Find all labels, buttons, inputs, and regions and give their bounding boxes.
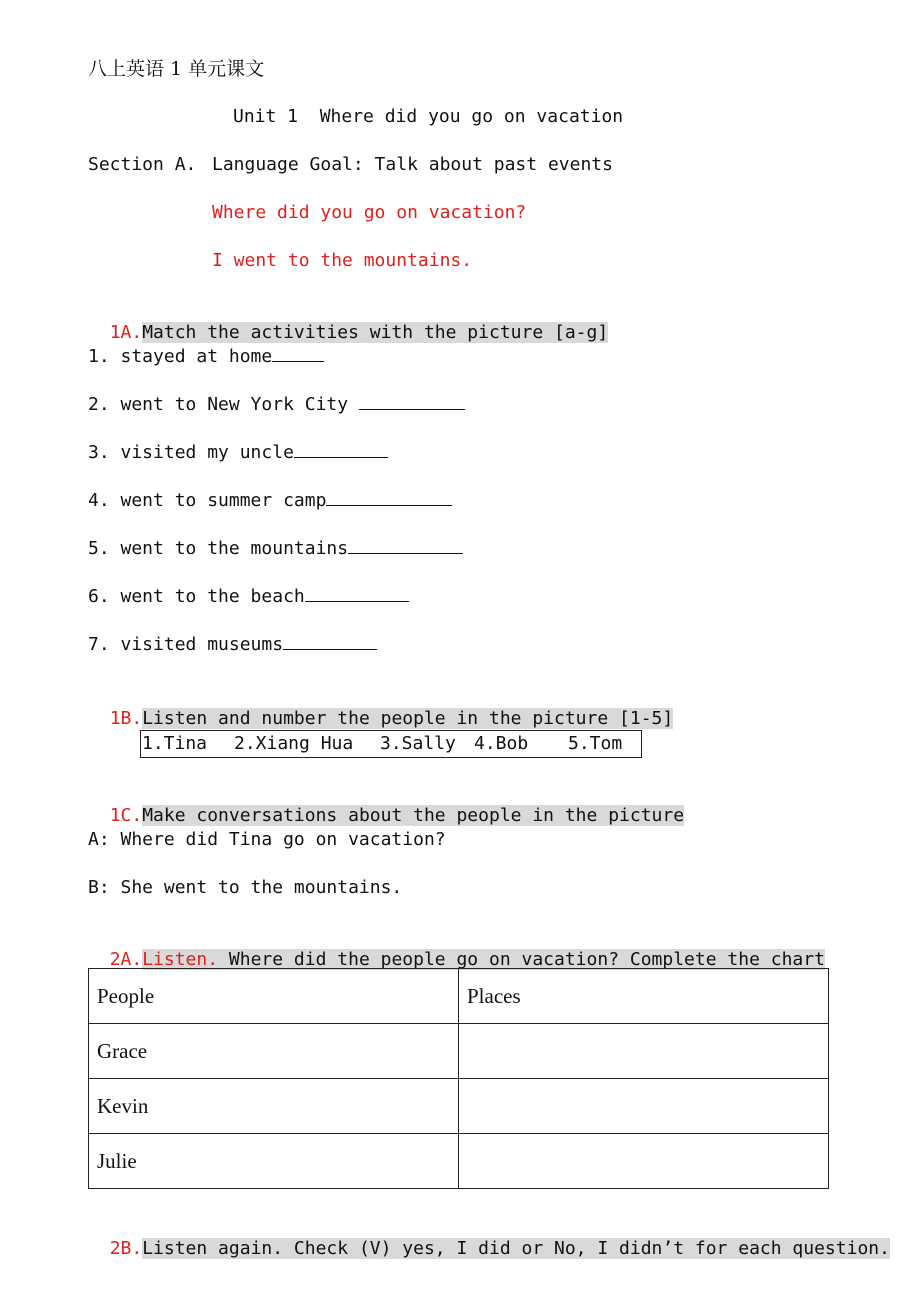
answer-blank[interactable]: [305, 585, 409, 602]
exercise-number: 2A.: [109, 949, 143, 970]
item-text: 3. visited my uncle: [88, 442, 294, 463]
exercise-number: 1B.: [109, 708, 143, 729]
people-box: [140, 730, 642, 758]
example-answer: I went to the mountains.: [212, 250, 473, 271]
place-cell[interactable]: [459, 1024, 829, 1079]
person-label: 1.Tina: [142, 733, 208, 754]
person-label: 4.Bob: [474, 733, 529, 754]
list-item: [88, 585, 409, 609]
table-row: [89, 1134, 829, 1189]
conversation-line-b: B: She went to the mountains.: [88, 877, 403, 898]
exercise-instruction: Where did the people go on vacation? Complete the chart: [218, 949, 825, 970]
answer-blank[interactable]: [272, 345, 324, 362]
exercise-number: 2B.: [109, 1238, 143, 1259]
section-label: Section A.: [88, 154, 197, 175]
people-places-chart: [88, 968, 829, 1189]
answer-blank[interactable]: [283, 633, 377, 650]
example-question: Where did you go on vacation?: [212, 202, 527, 223]
person-label: 5.Tom: [568, 733, 623, 754]
exercise-1a-heading: [88, 297, 608, 345]
exercise-number: 1C.: [109, 805, 143, 826]
listen-label: Listen.: [142, 949, 219, 970]
exercise-number: 1A.: [109, 322, 143, 343]
list-item: [88, 633, 377, 657]
list-item: [88, 393, 465, 417]
person-cell: Julie: [89, 1134, 459, 1189]
answer-blank[interactable]: [326, 489, 452, 506]
person-label: 3.Sally: [380, 733, 456, 754]
header-people: People: [89, 969, 459, 1024]
item-text: 1. stayed at home: [88, 346, 273, 367]
list-item: [88, 537, 463, 561]
exercise-instruction: Match the activities with the picture [a-g]: [142, 322, 609, 343]
document-title: 八上英语 1 单元课文: [88, 58, 265, 80]
table-header-row: [89, 969, 829, 1024]
person-cell: Kevin: [89, 1079, 459, 1134]
place-cell[interactable]: [459, 1079, 829, 1134]
list-item: [88, 345, 324, 369]
exercise-instruction: Make conversations about the people in the picture: [142, 805, 685, 826]
list-item: [88, 441, 388, 465]
table-row: [89, 1079, 829, 1134]
language-goal: Language Goal: Talk about past events: [212, 154, 613, 175]
unit-title: Unit 1 Where did you go on vacation: [233, 106, 624, 127]
item-text: 2. went to New York City: [88, 394, 359, 415]
table-row: [89, 1024, 829, 1079]
exercise-instruction: Listen again. Check (V) yes, I did or No, I didn’t for each question.: [142, 1238, 890, 1259]
exercise-instruction: Listen and number the people in the picture [1-5]: [142, 708, 674, 729]
item-text: 5. went to the mountains: [88, 538, 349, 559]
item-text: 6. went to the beach: [88, 586, 305, 607]
header-places: Places: [459, 969, 829, 1024]
item-text: 4. went to summer camp: [88, 490, 327, 511]
exercise-2a-heading: [88, 924, 825, 972]
exercise-1c-heading: [88, 780, 684, 828]
answer-blank[interactable]: [294, 441, 388, 458]
person-label: 2.Xiang Hua: [234, 733, 354, 754]
list-item: [88, 489, 452, 513]
answer-blank[interactable]: [348, 537, 463, 554]
exercise-2b-heading: [88, 1213, 890, 1261]
item-text: 7. visited museums: [88, 634, 284, 655]
exercise-1b-heading: [88, 683, 673, 731]
answer-blank[interactable]: [359, 393, 465, 410]
conversation-line-a: A: Where did Tina go on vacation?: [88, 829, 446, 850]
person-cell: Grace: [89, 1024, 459, 1079]
place-cell[interactable]: [459, 1134, 829, 1189]
